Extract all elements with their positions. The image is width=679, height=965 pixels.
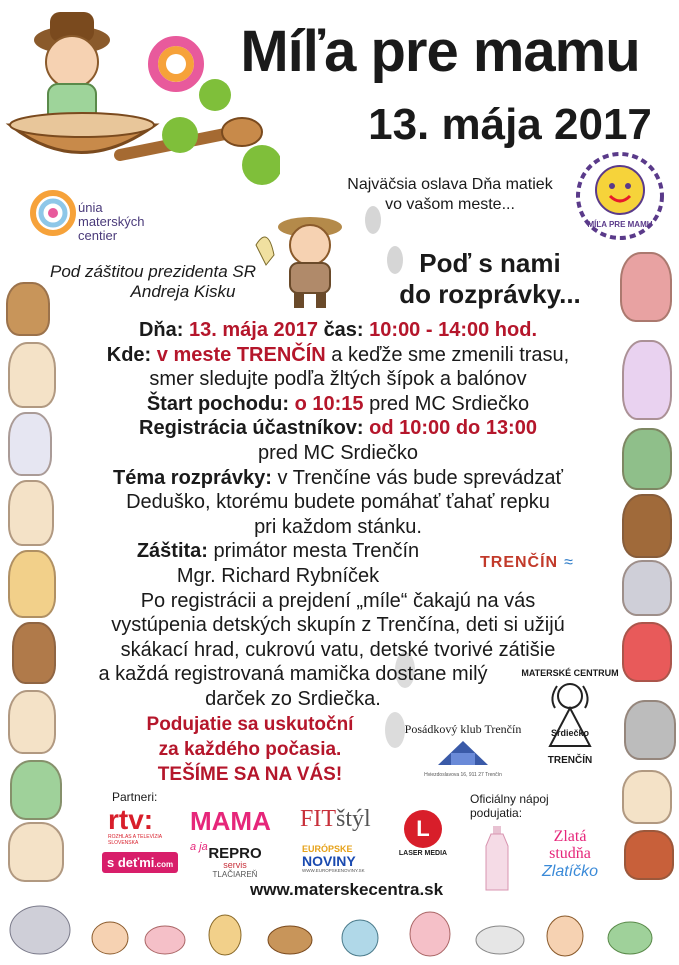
drink-line: podujatia: [470,806,523,820]
witch-figure [622,428,672,490]
red-riding-hood-figure [622,622,672,682]
patron-line: Pod záštitou prezidenta SR [49,262,256,281]
day-value: 13. mája 2017 [189,319,318,341]
brand-line: studňa [549,845,591,862]
patronage-line: primátor mesta Trenčín [213,540,420,563]
bear-figure [12,622,56,684]
brand-line: Zlatá [553,828,587,845]
closing-line: Podujatie sa uskutoční [146,714,354,735]
mama-text: MAMA [190,806,271,836]
closing-line: za každého počasia. [158,739,342,760]
styl-text: štýl [336,806,371,832]
sdetmi-badge [102,852,178,873]
where-label: Kde: [106,343,152,366]
posadkovy-klub-logo [398,722,528,782]
mc-logo-top: MATERSKÉ CENTRUM [521,668,619,678]
girl-outline-icon [535,678,605,750]
bottom-characters-border [0,890,679,960]
info-line: vystúpenia detských skupín z Trenčína, deti si užijú [111,614,565,637]
bear-figure [622,494,672,558]
theme-line: Deduško, ktorému budete pomáhať ťahať repku [126,491,550,514]
knight-figure [622,560,672,616]
rtvs-subtext: ROZHLAS A TELEVÍZIA SLOVENSKA [108,834,162,846]
closing-message [105,712,395,787]
trencin-logo-text: TRENČÍN [480,554,559,571]
patronage-label: Záštita: [136,540,208,563]
start-value: o 10:15 [294,392,364,415]
laser-media-text: LASER MEDIA [398,850,448,857]
gnome-figure [622,770,672,824]
eu-line: EURÓPSKE [302,844,353,854]
event-date: 13. mája 2017 [368,100,652,149]
laser-media-icon: L [404,810,442,848]
closing-line: TEŠÍME SA NA VÁS! [157,764,343,785]
theme-line: v Trenčíne vás bude sprevádzať [277,466,563,489]
rtvs-text: rtv: [108,804,154,835]
info-line: Po registrácii a prejdení „míle“ čakajú na vás [140,589,536,612]
union-line: centier [78,228,118,243]
come-line: do rozprávky... [399,279,581,309]
dragon-figure [10,760,62,820]
colorful-circle-decoration [148,36,204,92]
sun-stamp-logo [574,150,666,242]
where-rest: a keďže sme zmenili trasu, [331,343,570,366]
sdetmi-domain: .com [154,860,174,869]
trencin-logo [480,548,595,578]
rtvs-logo [108,806,188,846]
princess-figure [8,550,56,618]
start-rest: pred MC Srdiečko [369,392,530,415]
info-line: a každá registrovaná mamička dostane milý [98,663,488,686]
mama-a-ja-logo [190,806,280,853]
start-label: Štart pochodu: [146,392,290,415]
stamp-text: MÍĽA PRE MAMU [587,220,653,229]
location-row [58,343,618,368]
come-line: Poď s nami [419,248,561,278]
patron-line: Andreja Kisku [130,282,236,301]
water-bottle-icon [482,826,512,892]
king-figure [620,252,672,322]
repro-tlaciaren: TLAČIAREŇ [212,870,258,879]
patron-note [28,262,278,302]
brand-line: Zlatíčko [541,863,598,880]
reg-label: Registrácia účastníkov: [139,417,364,440]
zlata-studna-logo [530,828,610,888]
info-line: darček zo Srdiečka. [205,687,381,710]
fit-text: FIT [300,806,336,832]
europske-noviny-logo [302,844,380,878]
child-figure [8,822,64,882]
reg-value: od 10:00 do 13:00 [369,417,537,440]
posadkovy-address: Hviezdoslavova 16, 911 27 Trenčín [424,772,502,778]
laser-media-logo [398,810,448,870]
website-link[interactable]: www.materskecentra.sk [250,880,444,899]
union-line: materských [78,214,145,229]
union-line: únia [78,200,103,215]
mc-logo-bottom: TRENČÍN [547,755,593,766]
tagline-line: vo vašom meste... [385,196,515,213]
eu-line: WWW.EUROPSKENOVINY.SK [302,868,365,873]
direction-row: smer sledujte podľa žltých šípok a balónov [149,368,527,391]
official-drink [470,792,580,820]
time-label: čas: [323,319,364,341]
sdetmi-text: s deťmi [107,855,155,870]
info-line: skákací hrad, cukrovú vatu, detské tvorivé zátišie [120,638,556,661]
event-details [58,318,618,712]
page-title: Míľa pre mamu [240,19,640,84]
drink-line: Oficiálny nápoj [470,792,549,806]
mama-subtext: a ja [190,841,208,853]
come-with-us [370,248,610,310]
time-value: 10:00 - 14:00 hod. [369,319,537,341]
theme-row [58,466,618,491]
where-value: v meste TRENČÍN [156,343,326,366]
wave-icon: ≈ [564,554,573,571]
union-logo-icon [30,190,76,236]
mushroom-figure [624,830,674,880]
fitstyl-logo [300,806,380,836]
date-time-row [58,318,618,343]
start-row [58,392,618,417]
registration-place: pred MC Srdiečko [257,441,419,464]
boy-figure [8,480,54,546]
theme-line: pri každom stánku. [254,515,422,538]
repro-text: REPRO [208,845,262,862]
tagline-line: Najväčsia oslava Dňa matiek [347,176,553,193]
mc-srdiecko-logo [520,668,620,778]
princess-figure [622,340,672,420]
girl-figure [8,342,56,408]
patronage-name: Mgr. Richard Rybníček [176,564,380,587]
repro-servis-text: servis [223,860,247,870]
bunny-figure [8,412,52,476]
building-icon [433,737,493,767]
mc-logo-name: Srdiečko [550,728,590,738]
partners-label: Partneri: [112,790,158,804]
eu-line: NOVINY [302,853,356,869]
union-logo-text [78,201,144,243]
tagline [330,175,570,215]
posadkovy-name: Posádkový klub Trenčín [404,722,522,736]
horse-figure [624,700,676,760]
repro-servis-logo [200,846,270,880]
girl-figure [8,690,56,754]
sdetmi-logo [102,852,182,880]
day-label: Dňa: [138,319,184,341]
theme-label: Téma rozprávky: [113,466,272,489]
registration-row [58,416,618,441]
